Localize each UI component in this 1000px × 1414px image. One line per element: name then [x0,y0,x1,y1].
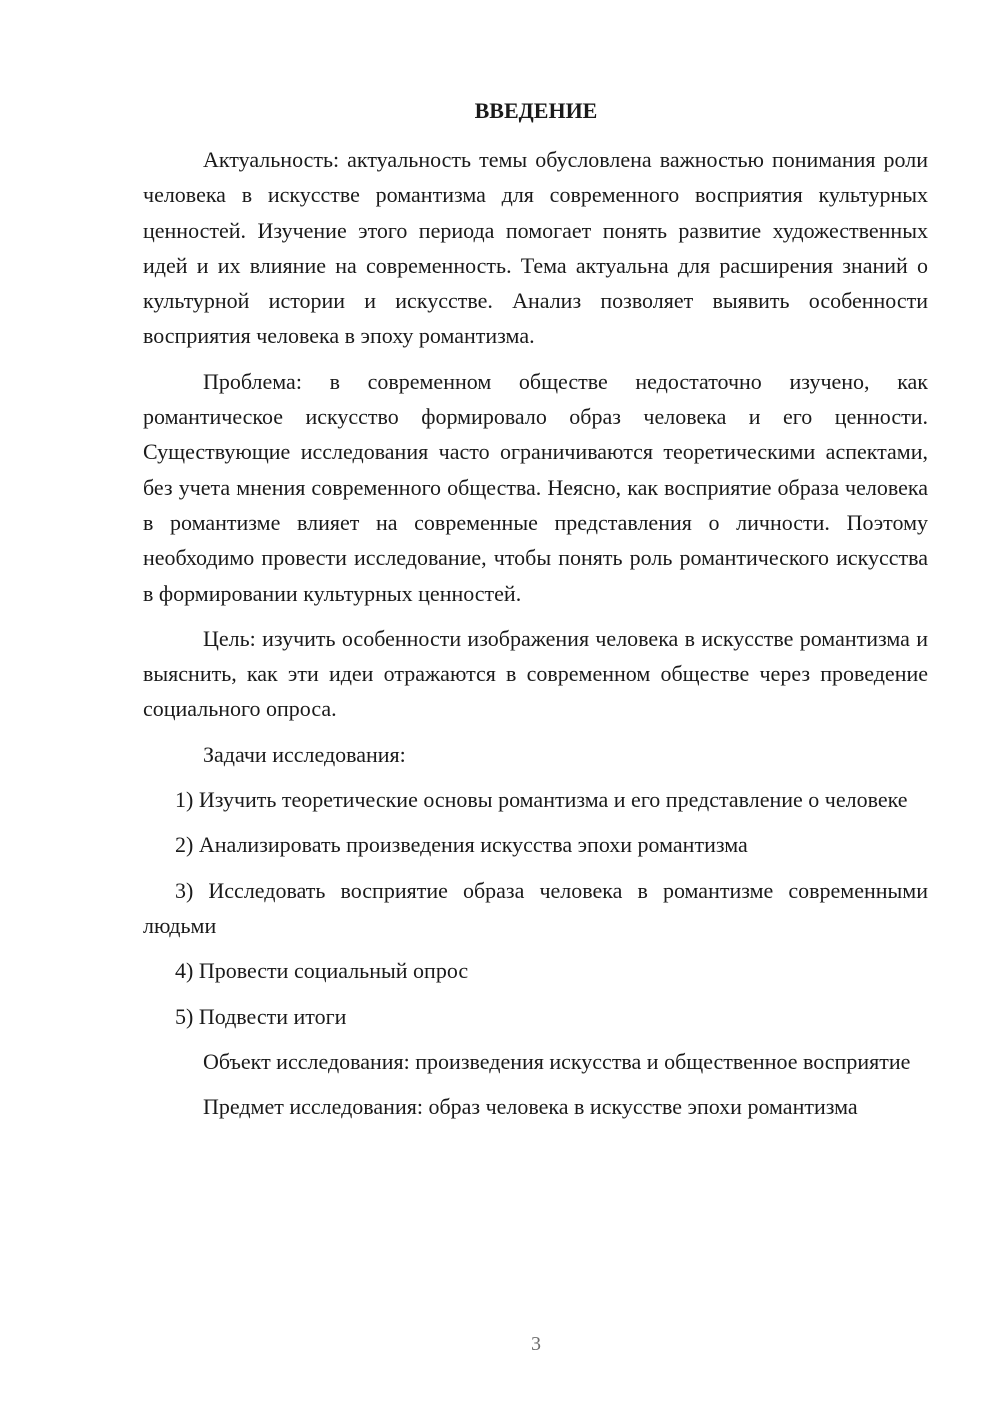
task-item: 4) Провести социальный опрос [175,958,469,984]
subject-paragraph: Предмет исследования: образ человека в искусстве эпохи романтизма [203,1094,858,1120]
relevance-paragraph: Актуальность: актуальность темы обусловлена важностью понимания роли человека в искусстве романтизма для современного восприятия культурных ценностей. Изучение этого периода помогает понять развитие художественных идей и их влияние на современность. Тема актуальна для расширения знаний о культурной истории и искусстве. Анализ позволяет выявить особенности восприятия человека в эпоху романтизма. [143,147,928,349]
task-item: 3) Исследовать восприятие образа человека в романтизме современными людьми [143,877,928,938]
task-item: 5) Подвести итоги [175,1003,347,1029]
page-number: 3 [531,1333,541,1355]
task-item: 1) Изучить теоретические основы романтизма и его представление о человеке [175,787,908,813]
page-content [143,142,928,1134]
object-paragraph: Объект исследования: произведения искусства и общественное восприятие [203,1048,911,1074]
task-item: 2) Анализировать произведения искусства эпохи романтизма [175,832,748,858]
tasks-title: Задачи исследования: [203,741,406,767]
section-heading: ВВЕДЕНИЕ [474,98,598,123]
goal-paragraph: Цель: изучить особенности изображения человека в искусстве романтизма и выяснить, как эти идеи отражаются в современном обществе через проведение социального опроса. [143,625,928,722]
problem-paragraph: Проблема: в современном обществе недостаточно изучено, как романтическое искусство формировало образ человека и его ценности. Существующие исследования часто ограничиваются теоретическими аспектами, без учета мнения современного общества. Неясно, как восприятие образа человека в романтизме влияет на современные представления о личности. Поэтому необходимо провести исследование, чтобы понять роль романтического искусства в формировании культурных ценностей. [143,368,928,606]
